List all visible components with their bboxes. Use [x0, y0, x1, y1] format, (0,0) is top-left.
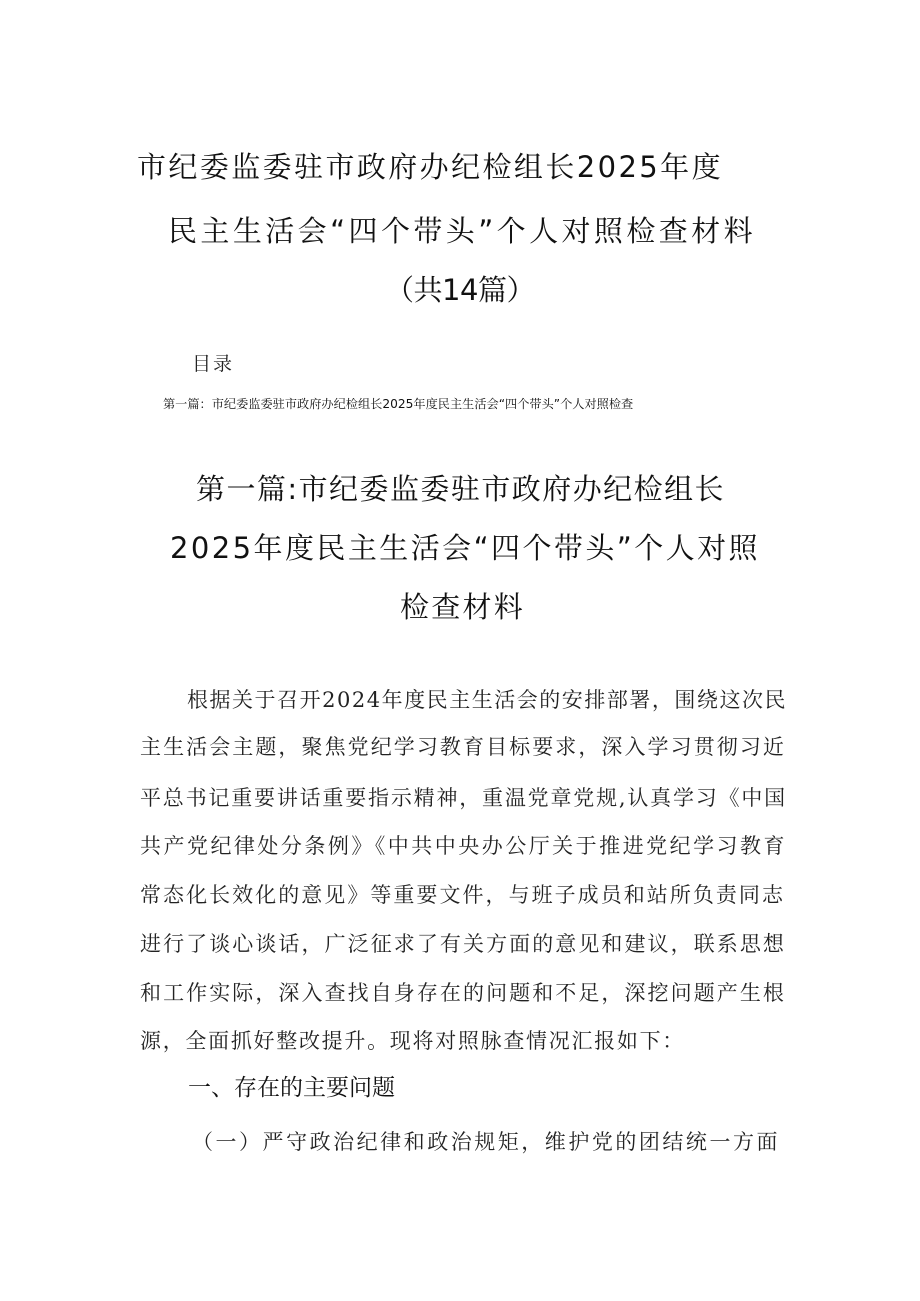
- chapter-title-line-1: 第一篇:市纪委监委驻市政府办纪检组长: [196, 472, 725, 506]
- body-paragraph-line: 源，全面抓好整改提升。现将对照脉查情况汇报如下：: [140, 1029, 685, 1053]
- toc-heading: 目录: [192, 353, 235, 375]
- chapter-title-line-2: 2025年度民主生活会“四个带头”个人对照: [170, 531, 760, 565]
- body-paragraph-line: 根据关于召开2024年度民主生活会的安排部署，围绕这次民: [187, 688, 788, 712]
- body-paragraph-line: 主生活会主题，聚焦党纪学习教育目标要求，深入学习贯彻习近: [140, 735, 786, 759]
- body-paragraph-line: 平总书记重要讲话重要指示精神，重温党章党规,认真学习《中国: [140, 786, 787, 810]
- document-title-line-1: 市纪委监委驻市政府办纪检组长2025年度: [137, 150, 723, 184]
- toc-entry[interactable]: 第一篇：市纪委监委驻市政府办纪检组长2025年度民主生活会“四个带头”个人对照检查: [163, 397, 634, 411]
- chapter-title-line-3: 检查材料: [400, 590, 525, 624]
- body-paragraph-line: 共产党纪律处分条例》《中共中央办公厅关于推进党纪学习教育: [140, 834, 787, 858]
- document-title-line-3: （共14篇）: [385, 273, 535, 307]
- document-title-line-2: 民主生活会“四个带头”个人对照检查材料: [168, 214, 756, 248]
- section-heading: 一、存在的主要问题: [188, 1075, 395, 1101]
- body-paragraph-line: 和工作实际，深入查找自身存在的问题和不足，深挖问题产生根: [140, 981, 786, 1005]
- subsection-heading: （一）严守政治纪律和政治规矩，维护党的团结统一方面: [192, 1130, 780, 1154]
- body-paragraph-line: 进行了谈心谈话，广泛征求了有关方面的意见和建议，联系思想: [140, 932, 786, 956]
- body-paragraph-line: 常态化长效化的意见》等重要文件，与班子成员和站所负责同志: [140, 883, 786, 907]
